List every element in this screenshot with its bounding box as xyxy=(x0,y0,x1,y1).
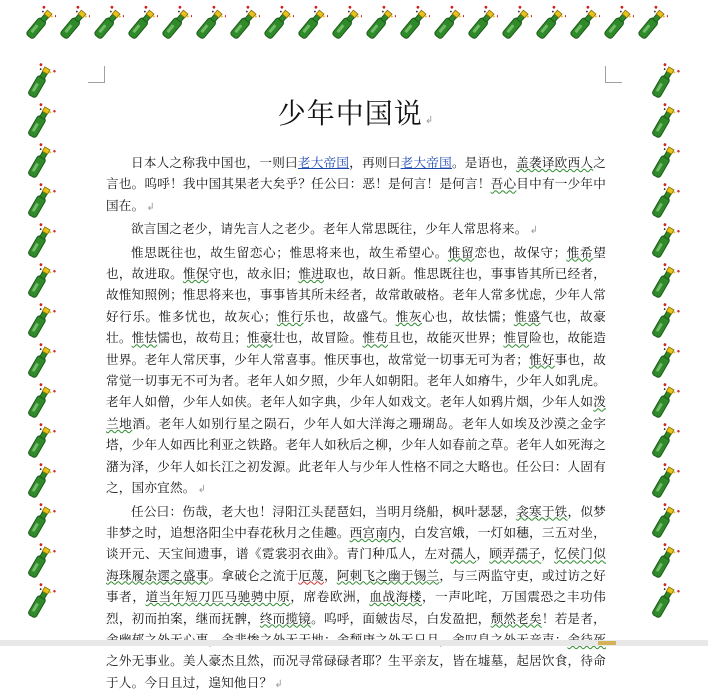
text-run: 守也，故永旧； xyxy=(209,266,299,281)
bottle-border-icon xyxy=(600,4,634,44)
text-run: 望也，故进取。 xyxy=(106,245,606,281)
text-run: 惟思既往也，故生留恋心；惟思将来也，故生希望心。 xyxy=(131,245,448,260)
bottle-border-icon xyxy=(22,222,56,262)
page-border-left xyxy=(22,62,56,646)
bottle-border-icon xyxy=(646,62,680,102)
bottle-border-icon xyxy=(532,4,566,44)
text-run: 厄蔑 xyxy=(298,568,324,583)
bottle-border-icon xyxy=(396,4,430,44)
paragraph-mark: ↲ xyxy=(274,679,283,690)
bottle-border-icon xyxy=(90,4,124,44)
text-run: ，再则曰 xyxy=(349,155,400,170)
text-run: 。是语也， xyxy=(452,155,516,170)
hyperlink[interactable]: 老大帝国 xyxy=(401,155,452,170)
text-run: 吾心 xyxy=(491,176,517,191)
paragraph-mark: ↲ xyxy=(198,484,207,495)
bottle-border-icon xyxy=(430,4,464,44)
document-title: 少年中国说 ↲ xyxy=(106,92,606,132)
bottle-border-icon xyxy=(22,582,56,622)
text-run: 惟希 xyxy=(566,245,593,260)
text-run: 泼兰地 xyxy=(106,394,606,430)
page-border-top xyxy=(22,4,692,66)
text-run: 阿刺飞之幽于锡兰 xyxy=(337,568,440,583)
bottle-border-icon xyxy=(646,582,680,622)
text-run: ，席卷欧洲， xyxy=(290,589,369,604)
margin-corner-mark-top-left xyxy=(88,66,105,83)
bottle-border-icon xyxy=(646,502,680,542)
bottle-border-icon xyxy=(22,382,56,422)
bottle-border-icon xyxy=(22,102,56,142)
bottle-border-icon xyxy=(646,382,680,422)
bottle-border-icon xyxy=(22,142,56,182)
text-run: 险也，故能造世界。老年人常厌事，少年人常喜事。惟厌事也，故常觉一切事无可为者； xyxy=(106,330,606,366)
margin-corner-mark-top-right xyxy=(605,66,622,83)
text-run: 取也，故日新。惟思既往也，事事皆其所已经者，故惟知照例；惟思将来也，事事皆其所未经者，故常敢破格。老年人常多忧虑，少年人常好行乐。惟多忧也，故灰心； xyxy=(106,266,606,324)
text-run: 颓然老矣 xyxy=(491,611,542,626)
text-run: 忆侯门似海珠履杂遝之盛事 xyxy=(106,546,606,582)
text-run: 。呜呼，面皴齿尽，白发盈把， xyxy=(311,611,490,626)
paragraph-mark: ↲ xyxy=(146,202,155,213)
hyperlink[interactable]: 老大帝国 xyxy=(298,155,349,170)
text-run: 道当年短刀匹马驰骋中原 xyxy=(146,589,291,604)
text-run: 终而揽镜 xyxy=(260,611,311,626)
scroll-thumb[interactable] xyxy=(598,641,616,645)
bottle-border-icon xyxy=(22,302,56,342)
bottle-border-icon xyxy=(22,502,56,542)
bottle-border-icon xyxy=(646,422,680,462)
text-run: 事也，故常觉一切事无不可为者。老年人如夕照，少年人如朝阳。老年人如瘠牛，少年人如乳虎。老年人如僧，少年人如侠。老年人如字典，少年人如戏文。老年人如鸦片烟，少年人如 xyxy=(106,352,606,410)
text-run: 惟苟 xyxy=(362,330,388,345)
bottle-border-icon xyxy=(56,4,90,44)
text-run: 惟进 xyxy=(298,266,324,281)
paragraph xyxy=(106,242,606,501)
text-run: 惟盛 xyxy=(514,309,541,324)
bottle-border-icon xyxy=(646,222,680,262)
text-run: 盖袭译欧西人 xyxy=(516,155,593,170)
text-run: 乐也，故盛气。 xyxy=(304,309,396,324)
bottle-border-icon xyxy=(22,342,56,382)
paragraph xyxy=(106,152,606,218)
page-border-right xyxy=(646,62,680,646)
text-run: 衾寒于铁 xyxy=(516,504,567,519)
bottle-border-icon xyxy=(22,62,56,102)
text-run: 恋也，故保守； xyxy=(474,245,566,260)
text-run: 惟好 xyxy=(529,352,555,367)
text-run: 心也，故怯懦； xyxy=(422,309,514,324)
text-run: ， xyxy=(541,546,554,561)
document-body[interactable] xyxy=(106,92,606,695)
text-run: 目中有一少年中国在。 xyxy=(106,176,606,212)
text-run: 孺人 xyxy=(450,546,476,561)
bottle-border-icon xyxy=(294,4,328,44)
text-run: 惟豪 xyxy=(247,330,273,345)
bottle-border-icon xyxy=(22,462,56,502)
bottle-border-icon xyxy=(192,4,226,44)
bottle-border-icon xyxy=(22,4,56,44)
bottle-border-icon xyxy=(646,342,680,382)
text-run: ，与三两监守吏，或过访之好事者， xyxy=(106,568,606,604)
text-run: ！若是者， xyxy=(106,611,606,647)
text-run: ，白发宫娥，一灯如穗，三五对坐，谈开元、天宝间遗事，谱《霓裳羽衣曲》。青门种瓜人，左对 xyxy=(106,525,606,561)
text-run: 惟冒 xyxy=(503,330,529,345)
text-run: 壮也，故冒险。 xyxy=(273,330,363,345)
text-run: 惟灰 xyxy=(396,309,422,324)
bottle-border-icon xyxy=(566,4,600,44)
text-run: 欲言国之老少，请先言人之老少。老年人常思既往，少年人常思将来。 xyxy=(131,221,528,236)
paragraph-mark: ↲ xyxy=(425,115,434,126)
text-run: 西宫南内 xyxy=(350,525,401,540)
bottle-border-icon xyxy=(328,4,362,44)
bottle-border-icon xyxy=(22,262,56,302)
bottle-border-icon xyxy=(646,462,680,502)
bottle-border-icon xyxy=(646,542,680,582)
bottle-border-icon xyxy=(22,182,56,222)
text-run: 惟行 xyxy=(277,309,304,324)
text-run: 且也，故能灭世界； xyxy=(388,330,503,345)
bottle-border-icon xyxy=(634,4,668,44)
bottle-border-icon xyxy=(646,262,680,302)
text-run: ， xyxy=(324,568,337,583)
text-run: 酒。老年人如别行星之陨石，少年人如大洋海之珊瑚岛。老年人如埃及沙漠之金字塔，少年人如西比利亚之铁路。老年人如秋后之柳，少年人如春前之草。老年人如死海之潴为泽，少年人如长江之初发源。此老年人与少年人性格不同之大略也。任公曰：人固有之，国亦宜然。 xyxy=(106,416,606,495)
text-run: 惟留 xyxy=(448,245,474,260)
text-run: ，似梦非梦之时，追想洛阳尘中春花秋月之佳趣。 xyxy=(106,504,606,540)
text-run: ，一声叱咤，万国震恐之丰功伟烈，初而拍案，继而抚髀， xyxy=(106,589,606,625)
text-run: 任公曰：伤哉，老大也！浔阳江头琵琶妇，当明月绕船，枫叶瑟瑟， xyxy=(131,504,516,519)
text-run: 惟保 xyxy=(183,266,209,281)
bottle-border-icon xyxy=(646,102,680,142)
text-run: 气也，故豪壮。 xyxy=(106,309,606,345)
text-run: 。拿破仑之流于 xyxy=(209,568,299,583)
bottle-border-icon xyxy=(22,542,56,582)
bottle-border-icon xyxy=(646,302,680,342)
bottle-border-icon xyxy=(158,4,192,44)
text-run: 之外无事业。美人豪杰且然，而况寻常碌碌者耶？生平亲友，皆在墟墓，起居饮食，待命于人。今日且过，遑知他日？ xyxy=(106,653,606,689)
text-run: 懦也，故苟且； xyxy=(157,330,247,345)
text-run: 顾弄孺子 xyxy=(489,546,541,561)
text-run: 日本人之称我中国也，一则曰 xyxy=(131,155,298,170)
paragraph-mark: ↲ xyxy=(530,225,539,236)
bottle-border-icon xyxy=(260,4,294,44)
bottle-border-icon xyxy=(124,4,158,44)
bottle-border-icon xyxy=(226,4,260,44)
bottle-border-icon xyxy=(22,422,56,462)
bottle-border-icon xyxy=(646,182,680,222)
bottle-border-icon xyxy=(362,4,396,44)
text-run: ， xyxy=(476,546,489,561)
bottle-border-icon xyxy=(646,142,680,182)
paragraph-list xyxy=(106,152,606,695)
bottle-border-icon xyxy=(464,4,498,44)
text-run: 惟怯 xyxy=(132,330,158,345)
bottle-border-icon xyxy=(498,4,532,44)
text-run: 之言也。呜呼！我中国其果老大矣乎？任公曰：恶！是何言！是何言！ xyxy=(106,155,606,191)
paragraph xyxy=(106,218,606,241)
text-run: 血战海楼 xyxy=(369,589,422,604)
paragraph xyxy=(106,501,606,695)
